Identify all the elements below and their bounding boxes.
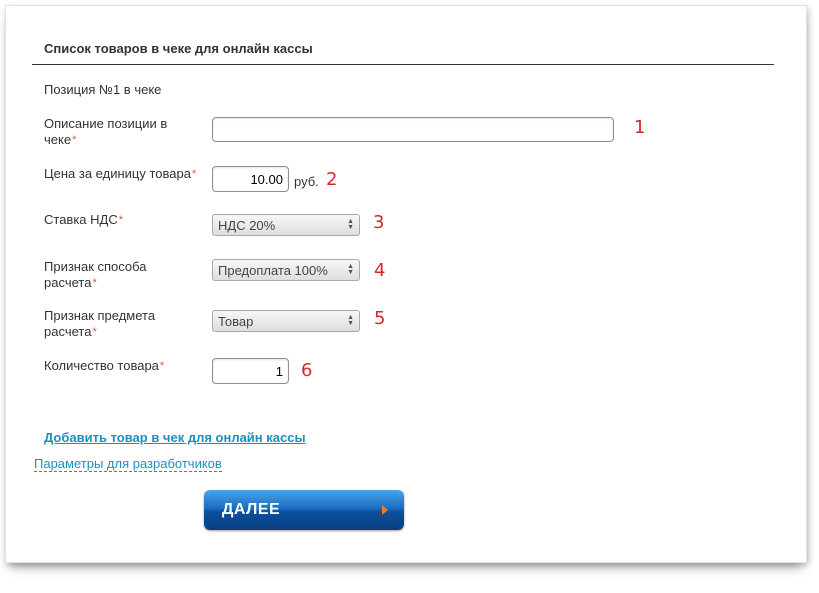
description-label — [44, 116, 179, 148]
annotation-6: 6 — [301, 360, 313, 381]
price-input[interactable] — [212, 166, 289, 192]
required-marker: * — [72, 134, 77, 146]
developer-params-link[interactable]: Параметры для разработчиков — [34, 456, 222, 471]
up-down-chevron-icon: ▲ ▼ — [347, 263, 354, 276]
required-marker: * — [92, 277, 97, 289]
quantity-input[interactable] — [212, 358, 289, 384]
position-label: Позиция №1 в чеке — [44, 82, 162, 97]
payment-method-label-text: Признак способа расчета — [44, 259, 147, 290]
price-label — [44, 166, 204, 182]
title-divider — [32, 64, 774, 65]
vat-label-text: Ставка НДС — [44, 212, 118, 227]
price-label-text: Цена за единицу товара — [44, 166, 191, 181]
payment-method-label — [44, 259, 164, 291]
payment-method-select[interactable] — [212, 259, 360, 281]
required-marker: * — [118, 214, 124, 226]
quantity-label — [44, 358, 194, 374]
payment-method-select-value: Предоплата 100% — [218, 263, 328, 278]
description-input[interactable] — [212, 117, 614, 142]
required-marker: * — [92, 326, 97, 338]
annotation-4: 4 — [374, 260, 386, 281]
add-item-link[interactable]: Добавить товар в чек для онлайн кассы — [44, 430, 306, 445]
next-button[interactable] — [204, 490, 404, 530]
payment-subject-select[interactable] — [212, 310, 360, 332]
required-marker: * — [191, 168, 197, 180]
currency-unit: руб. — [294, 174, 319, 189]
up-down-chevron-icon: ▲ ▼ — [347, 218, 354, 231]
annotation-5: 5 — [374, 308, 386, 329]
section-title: Список товаров в чеке для онлайн кассы — [44, 41, 313, 56]
annotation-1: 1 — [634, 117, 646, 138]
payment-subject-select-value: Товар — [218, 314, 254, 329]
annotation-3: 3 — [373, 212, 385, 233]
vat-select[interactable] — [212, 214, 360, 236]
vat-label — [44, 212, 194, 228]
play-triangle-icon — [382, 505, 388, 515]
description-label-text: Описание позиции в чеке — [44, 116, 168, 147]
vat-select-value: НДС 20% — [218, 218, 276, 233]
up-down-chevron-icon: ▲ ▼ — [347, 314, 354, 327]
required-marker: * — [159, 360, 165, 372]
next-button-label: ДАЛЕЕ — [222, 501, 281, 518]
payment-subject-label — [44, 308, 169, 340]
quantity-label-text: Количество товара — [44, 358, 159, 373]
annotation-2: 2 — [326, 169, 338, 190]
payment-subject-label-text: Признак предмета расчета — [44, 308, 156, 339]
